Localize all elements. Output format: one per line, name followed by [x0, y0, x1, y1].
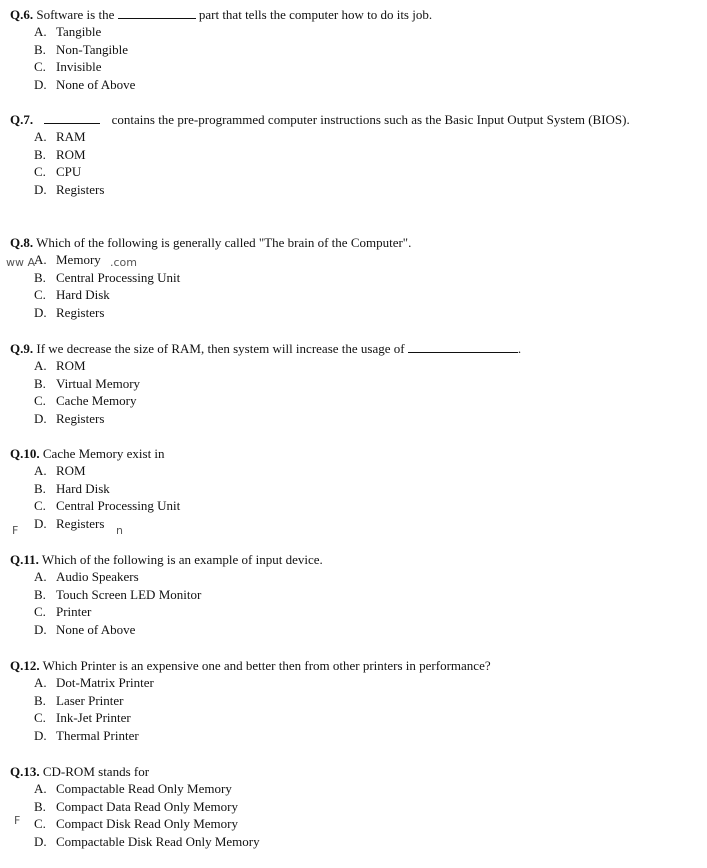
- option: C. Ink-Jet Printer: [34, 710, 131, 726]
- question-text: Which of the following is generally called "The brain of the Computer".: [36, 235, 412, 250]
- question-13: [10, 764, 670, 850]
- option: D. Thermal Printer: [34, 727, 139, 743]
- option: C. Compact Disk Read Only Memory: [34, 816, 238, 832]
- question-9: [10, 341, 670, 427]
- watermark-text: F: [14, 814, 21, 827]
- question-8: [10, 235, 670, 321]
- question-text: CD-ROM stands for: [42, 764, 150, 779]
- question-number: Q.10.: [10, 446, 40, 461]
- option: C. Hard Disk: [34, 287, 110, 303]
- option: A. RAM: [34, 129, 86, 144]
- question-6: [10, 7, 670, 93]
- question-stem: [10, 235, 670, 251]
- option: A. Dot-Matrix Printer: [34, 675, 154, 690]
- question-stem: [10, 764, 670, 780]
- answer-blank: [44, 112, 100, 124]
- question-10: [10, 446, 670, 532]
- watermark-text: F: [12, 524, 19, 537]
- option: D. Registers: [34, 515, 105, 531]
- question-text-after: contains the pre-programmed computer instructions such as the Basic Input Output System (BIOS).: [111, 112, 630, 127]
- option: D. None of Above: [34, 76, 136, 92]
- question-11: [10, 552, 670, 638]
- question-text-after: part that tells the computer how to do its job.: [198, 7, 433, 22]
- answer-blank: [408, 341, 518, 353]
- option: C. Central Processing Unit: [34, 498, 181, 514]
- option: A. Memory: [34, 252, 101, 267]
- question-7: [10, 112, 655, 198]
- question-text: Cache Memory exist in: [42, 446, 165, 461]
- watermark-text: .com: [110, 256, 137, 269]
- option: B. Central Processing Unit: [34, 269, 181, 285]
- option: B. Hard Disk: [34, 480, 110, 496]
- question-stem: [10, 552, 670, 568]
- question-number: Q.13.: [10, 764, 40, 779]
- question-text: Which of the following is an example of input device.: [41, 552, 323, 567]
- question-text: Which Printer is an expensive one and better then from other printers in performance?: [42, 658, 491, 673]
- question-text: Software is the: [36, 7, 115, 22]
- answer-blank: [118, 7, 196, 19]
- option: D. Registers: [34, 304, 105, 320]
- question-text: If we decrease the size of RAM, then system will increase the usage of: [36, 341, 405, 356]
- option: B. Compact Data Read Only Memory: [34, 798, 238, 814]
- option: A. ROM: [34, 463, 86, 478]
- option: D. Registers: [34, 181, 105, 197]
- question-number: Q.12.: [10, 658, 40, 673]
- option: D. Registers: [34, 410, 105, 426]
- question-stem: [10, 658, 670, 674]
- question-text-after: .: [517, 341, 522, 356]
- option: B. Touch Screen LED Monitor: [34, 586, 202, 602]
- question-stem: [10, 7, 670, 23]
- watermark-text: ww A: [6, 256, 36, 269]
- option: C. Printer: [34, 604, 92, 620]
- option: C. Invisible: [34, 59, 102, 75]
- option: B. Non-Tangible: [34, 41, 129, 57]
- option: D. Compactable Disk Read Only Memory: [34, 833, 260, 849]
- question-stem: [10, 341, 670, 357]
- option: A. Compactable Read Only Memory: [34, 781, 232, 796]
- option: B. Virtual Memory: [34, 375, 141, 391]
- option: C. CPU: [34, 164, 82, 180]
- question-number: Q.9.: [10, 341, 34, 356]
- option: D. None of Above: [34, 621, 136, 637]
- option: B. ROM: [34, 146, 86, 162]
- question-stem: [10, 112, 655, 128]
- question-number: Q.6.: [10, 7, 34, 22]
- question-number: Q.11.: [10, 552, 39, 567]
- option: A. Audio Speakers: [34, 569, 139, 584]
- question-12: [10, 658, 670, 744]
- option: A. Tangible: [34, 24, 102, 39]
- option: A. ROM: [34, 358, 86, 373]
- question-number: Q.7.: [10, 112, 34, 127]
- option: B. Laser Printer: [34, 692, 124, 708]
- question-stem: [10, 446, 670, 462]
- question-number: Q.8.: [10, 235, 34, 250]
- option: C. Cache Memory: [34, 393, 137, 409]
- watermark-text: n: [116, 524, 123, 537]
